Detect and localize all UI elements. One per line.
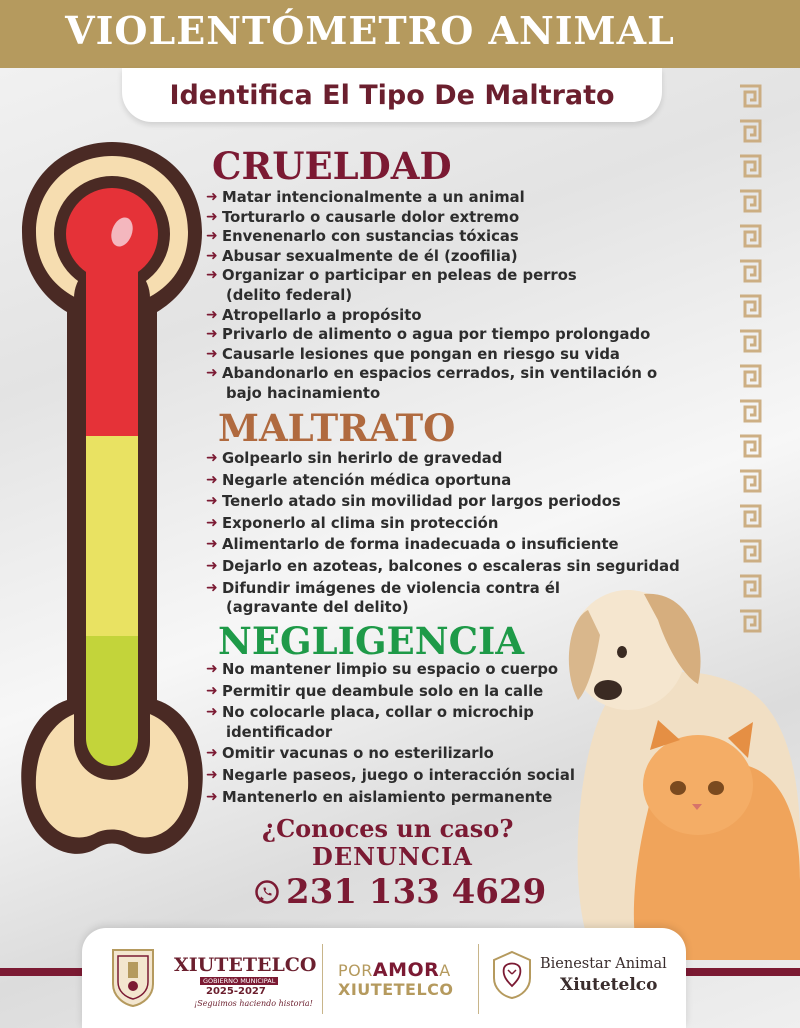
- phone-number[interactable]: 231 133 4629: [286, 872, 547, 912]
- gov-label: GOBIERNO MUNICIPAL: [200, 977, 278, 985]
- list-item-continuation: identificador: [226, 723, 333, 741]
- arrow-right-icon: ➜: [206, 745, 218, 762]
- list-item: ➜ Causarle lesiones que pongan en riesgo su vida: [206, 345, 620, 363]
- arrow-right-icon: ➜: [206, 766, 218, 783]
- list-item: ➜ No colocarle placa, collar o microchip: [206, 704, 534, 722]
- bienestar-line1: Bienestar Animal: [540, 956, 667, 972]
- list-item: ➜ Abusar sexualmente de él (zoofilia): [206, 247, 518, 265]
- section-title-maltrato: MALTRATO: [218, 406, 456, 450]
- bienestar-animal-logo: [492, 950, 532, 1000]
- gov-slogan: ¡Seguimos haciendo historia!: [194, 999, 313, 1008]
- list-item: ➜ Privarlo de alimento o agua por tiempo prolongado: [206, 326, 651, 344]
- footer-divider: [322, 944, 323, 1014]
- page-subtitle: Identifica El Tipo De Maltrato: [122, 68, 662, 122]
- list-item-continuation: (delito federal): [226, 286, 353, 304]
- list-item: ➜ Dejarlo en azoteas, balcones o escaleras sin seguridad: [206, 557, 680, 575]
- campaign-amor: AMOR: [372, 959, 440, 981]
- arrow-right-icon: ➜: [206, 682, 218, 699]
- list-item: ➜ Exponerlo al clima sin protección: [206, 514, 499, 532]
- footer-divider: [478, 944, 479, 1014]
- list-item: ➜ Negarle paseos, juego o interacción social: [206, 766, 575, 784]
- bienestar-line2: Xiutetelco: [560, 975, 658, 995]
- section-title-crueldad: CRUELDAD: [212, 144, 452, 188]
- negligencia-list: [206, 660, 575, 807]
- arrow-right-icon: ➜: [206, 450, 218, 466]
- arrow-right-icon: ➜: [206, 661, 218, 677]
- list-item: ➜ Atropellarlo a propósito: [206, 306, 422, 324]
- arrow-right-icon: ➜: [206, 326, 218, 343]
- list-item: ➜ Matar intencionalmente a un animal: [206, 189, 525, 206]
- arrow-right-icon: ➜: [206, 267, 218, 284]
- section-title-negligencia: NEGLIGENCIA: [218, 619, 525, 663]
- arrow-right-icon: ➜: [206, 493, 218, 510]
- arrow-right-icon: ➜: [206, 471, 218, 488]
- arrow-right-icon: ➜: [206, 228, 218, 245]
- puppy-kitten-image: [548, 580, 800, 960]
- arrow-right-icon: ➜: [206, 579, 218, 596]
- arrow-right-icon: ➜: [206, 365, 218, 382]
- bone-thermometer: [12, 140, 212, 880]
- phone-contact[interactable]: [254, 872, 546, 912]
- list-item: ➜ Abandonarlo en espacios cerrados, sin ventilación o: [206, 365, 658, 383]
- list-item: ➜ Organizar o participar en peleas de perros: [206, 267, 577, 285]
- campaign-logo-city: XIUTETELCO: [338, 980, 454, 999]
- list-item: ➜ No mantener limpio su espacio o cuerpo: [206, 661, 559, 678]
- campaign-a: A: [439, 961, 451, 980]
- arrow-right-icon: ➜: [206, 247, 218, 264]
- footer: [82, 928, 686, 1028]
- greek-key-border: [736, 84, 764, 644]
- arrow-right-icon: ➜: [206, 704, 218, 721]
- cta-question: ¿Conoces un caso?: [262, 814, 514, 843]
- list-item: ➜ Negarle atención médica oportuna: [206, 471, 512, 489]
- municipal-shield-logo: [110, 946, 156, 1008]
- arrow-right-icon: ➜: [206, 189, 218, 205]
- municipality-name: XIUTETELCO: [174, 954, 317, 976]
- arrow-right-icon: ➜: [206, 536, 218, 553]
- campaign-logo-top: [338, 959, 451, 981]
- page-title: VIOLENTÓMETRO ANIMAL: [65, 8, 675, 53]
- list-item: ➜ Mantenerlo en aislamiento permanente: [206, 788, 553, 806]
- whatsapp-icon: [254, 879, 280, 905]
- list-item: ➜ Torturarlo o causarle dolor extremo: [206, 208, 520, 226]
- list-item: ➜ Tenerlo atado sin movilidad por largos periodos: [206, 493, 621, 511]
- crueldad-list: [206, 188, 657, 404]
- arrow-right-icon: ➜: [206, 208, 218, 225]
- list-item: ➜ Alimentarlo de forma inadecuada o insuficiente: [206, 536, 619, 554]
- list-item: ➜ Difundir imágenes de violencia contra él: [206, 579, 560, 597]
- gov-years: 2025-2027: [206, 986, 266, 997]
- campaign-por: POR: [338, 961, 373, 980]
- list-item: ➜ Envenenarlo con sustancias tóxicas: [206, 228, 519, 246]
- list-item: ➜ Omitir vacunas o no esterilizarlo: [206, 745, 494, 763]
- arrow-right-icon: ➜: [206, 514, 218, 531]
- list-item-continuation: (agravante del delito): [226, 599, 409, 617]
- arrow-right-icon: ➜: [206, 345, 218, 362]
- list-item-continuation: bajo hacinamiento: [226, 384, 381, 402]
- arrow-right-icon: ➜: [206, 557, 218, 574]
- arrow-right-icon: ➜: [206, 788, 218, 805]
- cta-action: DENUNCIA: [312, 842, 473, 871]
- list-item: ➜ Permitir que deambule solo en la calle: [206, 682, 544, 700]
- arrow-right-icon: ➜: [206, 306, 218, 323]
- list-item: ➜ Golpearlo sin herirlo de gravedad: [206, 450, 503, 467]
